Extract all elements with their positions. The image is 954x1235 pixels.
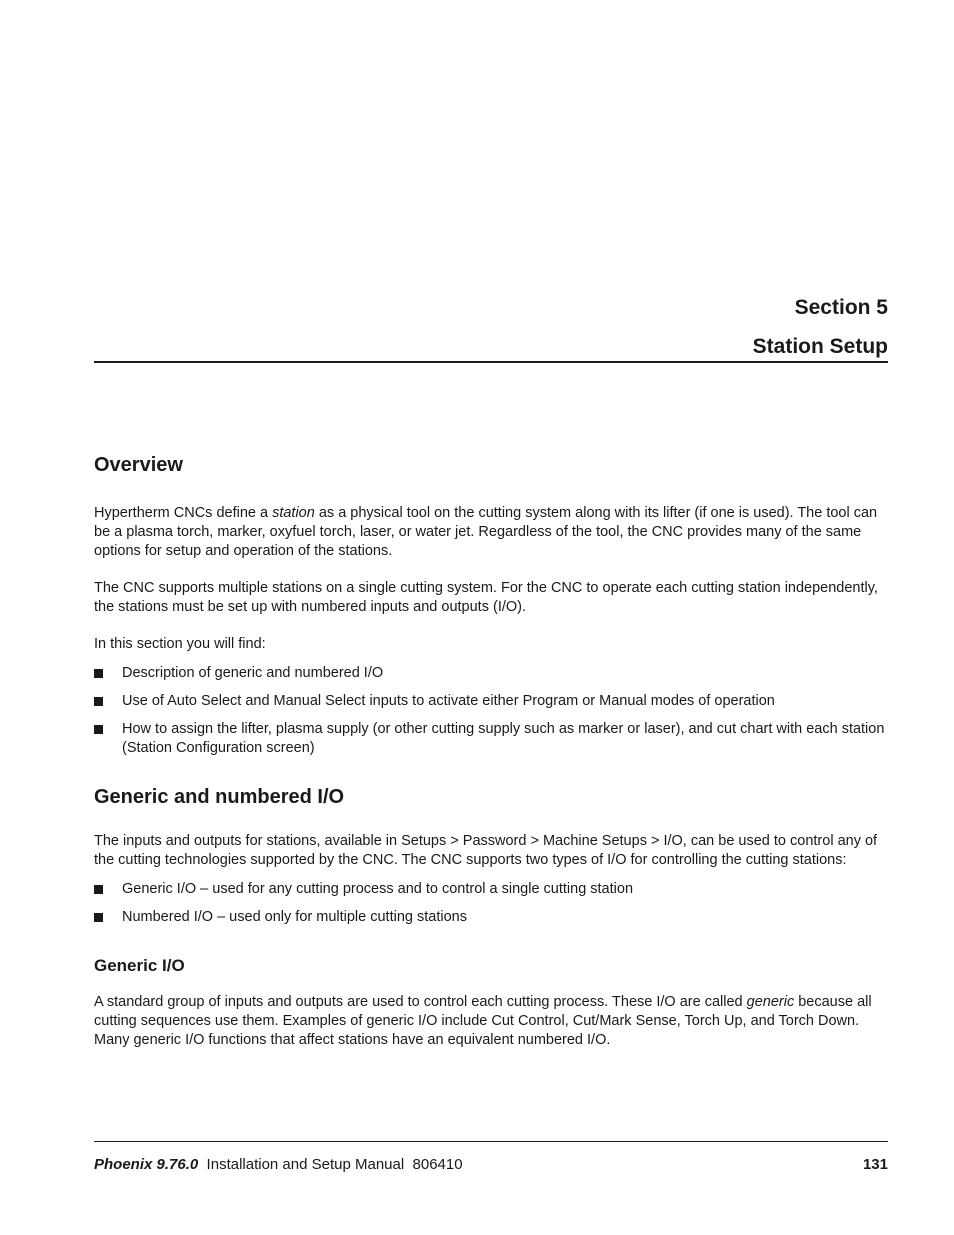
overview-heading: Overview xyxy=(94,454,183,476)
overview-paragraph-2: The CNC supports multiple stations on a single cutting system. For the CNC to operate each cutting station independently, the stations must be set up with numbered inputs and outputs (I/O). xyxy=(94,580,878,615)
list-item-text: Numbered I/O – used only for multiple cutting stations xyxy=(122,909,467,925)
generic-io-text-a: A standard group of inputs and outputs are used to control each cutting process. These I/O are called xyxy=(94,994,747,1010)
square-bullet-icon xyxy=(94,725,103,734)
overview-p1-text-b: as a physical tool on the cutting system along with its lifter (if one is used). The tool can be a plasma torch, marker, oxyfuel torch, laser, or water jet. Regardless of the tool, the CNC provides many of the same options for setup and operation of the stations. xyxy=(94,505,878,559)
square-bullet-icon xyxy=(94,885,103,894)
list-item-text: Use of Auto Select and Manual Select inputs to activate either Program or Manual modes of operation xyxy=(122,693,775,709)
page-body xyxy=(94,448,888,1068)
generic-numbered-bullet-list xyxy=(94,880,888,927)
generic-io-heading: Generic I/O xyxy=(94,956,185,975)
list-item xyxy=(94,880,888,899)
generic-io-emphasis: generic xyxy=(746,994,795,1010)
overview-bullet-list xyxy=(94,664,888,758)
footer-product-name: Phoenix 9.76.0 xyxy=(94,1156,199,1173)
list-item-text: Description of generic and numbered I/O xyxy=(122,665,384,681)
section-number: Section 5 xyxy=(794,296,888,319)
square-bullet-icon xyxy=(94,697,103,706)
footer-rule xyxy=(94,1141,888,1142)
list-item xyxy=(94,664,888,683)
overview-p1-emphasis: station xyxy=(272,505,315,521)
list-item-text: How to assign the lifter, plasma supply (or other cutting supply such as marker or laser), and cut chart with each station (Station Configuration screen) xyxy=(122,721,885,756)
square-bullet-icon xyxy=(94,913,103,922)
page-footer xyxy=(94,1155,888,1175)
overview-paragraph-3: In this section you will find: xyxy=(94,636,266,652)
footer-manual-title: Installation and Setup Manual 806410 xyxy=(198,1156,463,1173)
generic-io-paragraph xyxy=(94,993,888,1050)
square-bullet-icon xyxy=(94,669,103,678)
overview-paragraph-1 xyxy=(94,504,888,561)
overview-p1-text-a: Hypertherm CNCs define a xyxy=(94,505,273,521)
list-item xyxy=(94,720,888,758)
section-title: Station Setup xyxy=(752,335,888,358)
list-item xyxy=(94,908,888,927)
section-header xyxy=(94,288,888,366)
list-item-text: Generic I/O – used for any cutting process and to control a single cutting station xyxy=(122,881,634,897)
list-item xyxy=(94,692,888,711)
generic-numbered-heading: Generic and numbered I/O xyxy=(94,786,345,808)
generic-numbered-paragraph: The inputs and outputs for stations, available in Setups > Password > Machine Setups > I/O, can be used to control any of the cutting technologies supported by the CNC. The CNC supports two types of I/O for controlling the cutting stations: xyxy=(94,833,878,868)
generic-io-text-b: because all cutting sequences use them. Examples of generic I/O include Cut Control, Cut/Mark Sense, Torch Up, and Torch Down. Many generic I/O functions that affect stations have an equivalent numbered I/O. xyxy=(94,994,872,1048)
page-number: 131 xyxy=(862,1156,888,1173)
section-header-rule xyxy=(94,361,888,363)
